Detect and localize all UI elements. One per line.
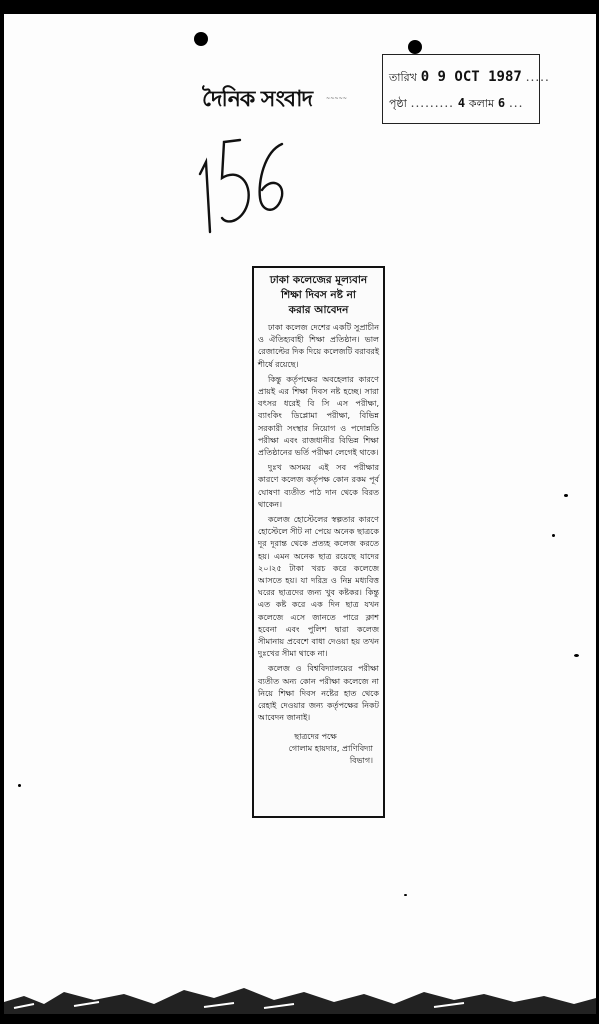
masthead-title: দৈনিক সংবাদ [202, 86, 313, 112]
masthead-subtitle: ~~~~~ [326, 96, 347, 102]
scan-speck [552, 534, 555, 537]
headline-line: ঢাকা কলেজের মূল্যবান [269, 274, 368, 286]
scan-speck [404, 894, 407, 896]
scan-speck [18, 784, 21, 787]
handwritten-number [194, 122, 294, 242]
punch-hole-left [194, 32, 208, 46]
date-stamp [382, 54, 550, 124]
scan-speck [564, 494, 568, 497]
clipping-signature [258, 731, 379, 767]
newspaper-clipping [252, 266, 385, 818]
scan-speck [574, 654, 579, 657]
stamp-page-row [389, 95, 523, 114]
stamp-date-label: তারিখ [389, 71, 417, 84]
stamp-dots: ... [508, 96, 524, 110]
stamp-column-value: 6 [497, 96, 506, 110]
stamp-date-row [389, 69, 550, 88]
signature-line: বিভাগ। [349, 755, 373, 765]
clipping-headline [258, 273, 379, 318]
signature-line: ছাত্রদের পক্ষে [294, 731, 337, 741]
stamp-dots: ..... [525, 70, 550, 84]
headline-line: করার আবেদন [288, 304, 349, 316]
document-page [4, 14, 596, 1014]
stamp-column-label: কলাম [468, 97, 495, 110]
clipping-paragraph: কলেজ হোস্টেলের স্বল্পতার কারণে হোস্টেলে সীট না পেয়ে অনেক ছাত্রকে দূর দূরান্ত থেকে প্রত্যহ কলেজ করতে হয়। এমন অনেক ছাত্র রয়েছে যাদের ২০।২৫ টাকা খরচ করে কলেজে আসতে হয়। যা দরিদ্র ও নিম্ন মধ্যবিত্ত ঘরের ছাত্রদের জন্য খুব কষ্টকর। কিন্তু এত কষ্ট করে এক দিন ছাত্র যখন কলেজে এসে জানতে পারে ক্লাশ হবেনা এবং পুলিশ দ্বারা কলেজ সীমানায় প্রবেশে বাধা দেওয়া হয় তখন দুঃখের সীমা থাকে না। [258, 515, 379, 659]
clipping-paragraph: কলেজ ও বিশ্ববিদ্যালয়ের পরীক্ষা ব্যতীত অন্য কোন পরীক্ষা কলেজে না নিয়ে শিক্ষা দিবস নষ্টের হাত থেকে রেহাই দেওয়ার জন্য কর্তৃপক্ষের নিকট আবেদন জানাই। [258, 664, 379, 723]
newspaper-masthead [202, 82, 312, 119]
clipping-paragraph: ঢাকা কলেজ দেশের একটি সুপ্রাচীন ও ঐতিহ্যবাহী শিক্ষা প্রতিষ্ঠান। ভাল রেজাল্টের দিক দিয়ে কলেজটি বরাবরই শীর্ষে রয়েছে। [258, 323, 379, 369]
punch-hole-right [408, 40, 422, 54]
stamp-dots: ......... [410, 96, 454, 110]
signature-line: গোলাম হায়দার, প্রাণিবিদ্যা [288, 743, 373, 753]
clipping-paragraph: কিন্তু কর্তৃপক্ষের অবহেলার কারণে প্রায়ই এর শিক্ষা দিবস নষ্ট হচ্ছে। সারা বৎসর ধরেই বি সি এস পরীক্ষা, ব্যাংকিং ডিপ্লোমা পরীক্ষা, বিভিন্ন সরকারী সংস্থার নিয়োগ ও পদোন্নতি পরীক্ষা এবং রাজধানীর বিভিন্ন শিক্ষা প্রতিষ্ঠানের ভর্তি পরীক্ষা লেগেই থাকে। [258, 374, 379, 458]
clipping-paragraph: দুঃখ অসময় এই সব পরীক্ষার কারণে কলেজ কর্তৃপক্ষ কোন রকম পূর্ব ঘোষণা ব্যতীত পাঠ দান থেকে বিরত থাকেন। [258, 463, 379, 509]
stamp-date-value: 0 9 OCT 1987 [420, 69, 522, 85]
stamp-page-label: পৃষ্ঠা [389, 97, 407, 110]
stamp-page-value: 4 [457, 96, 466, 110]
scan-edge-noise [4, 974, 596, 1014]
headline-line: শিক্ষা দিবস নষ্ট না [281, 289, 356, 301]
